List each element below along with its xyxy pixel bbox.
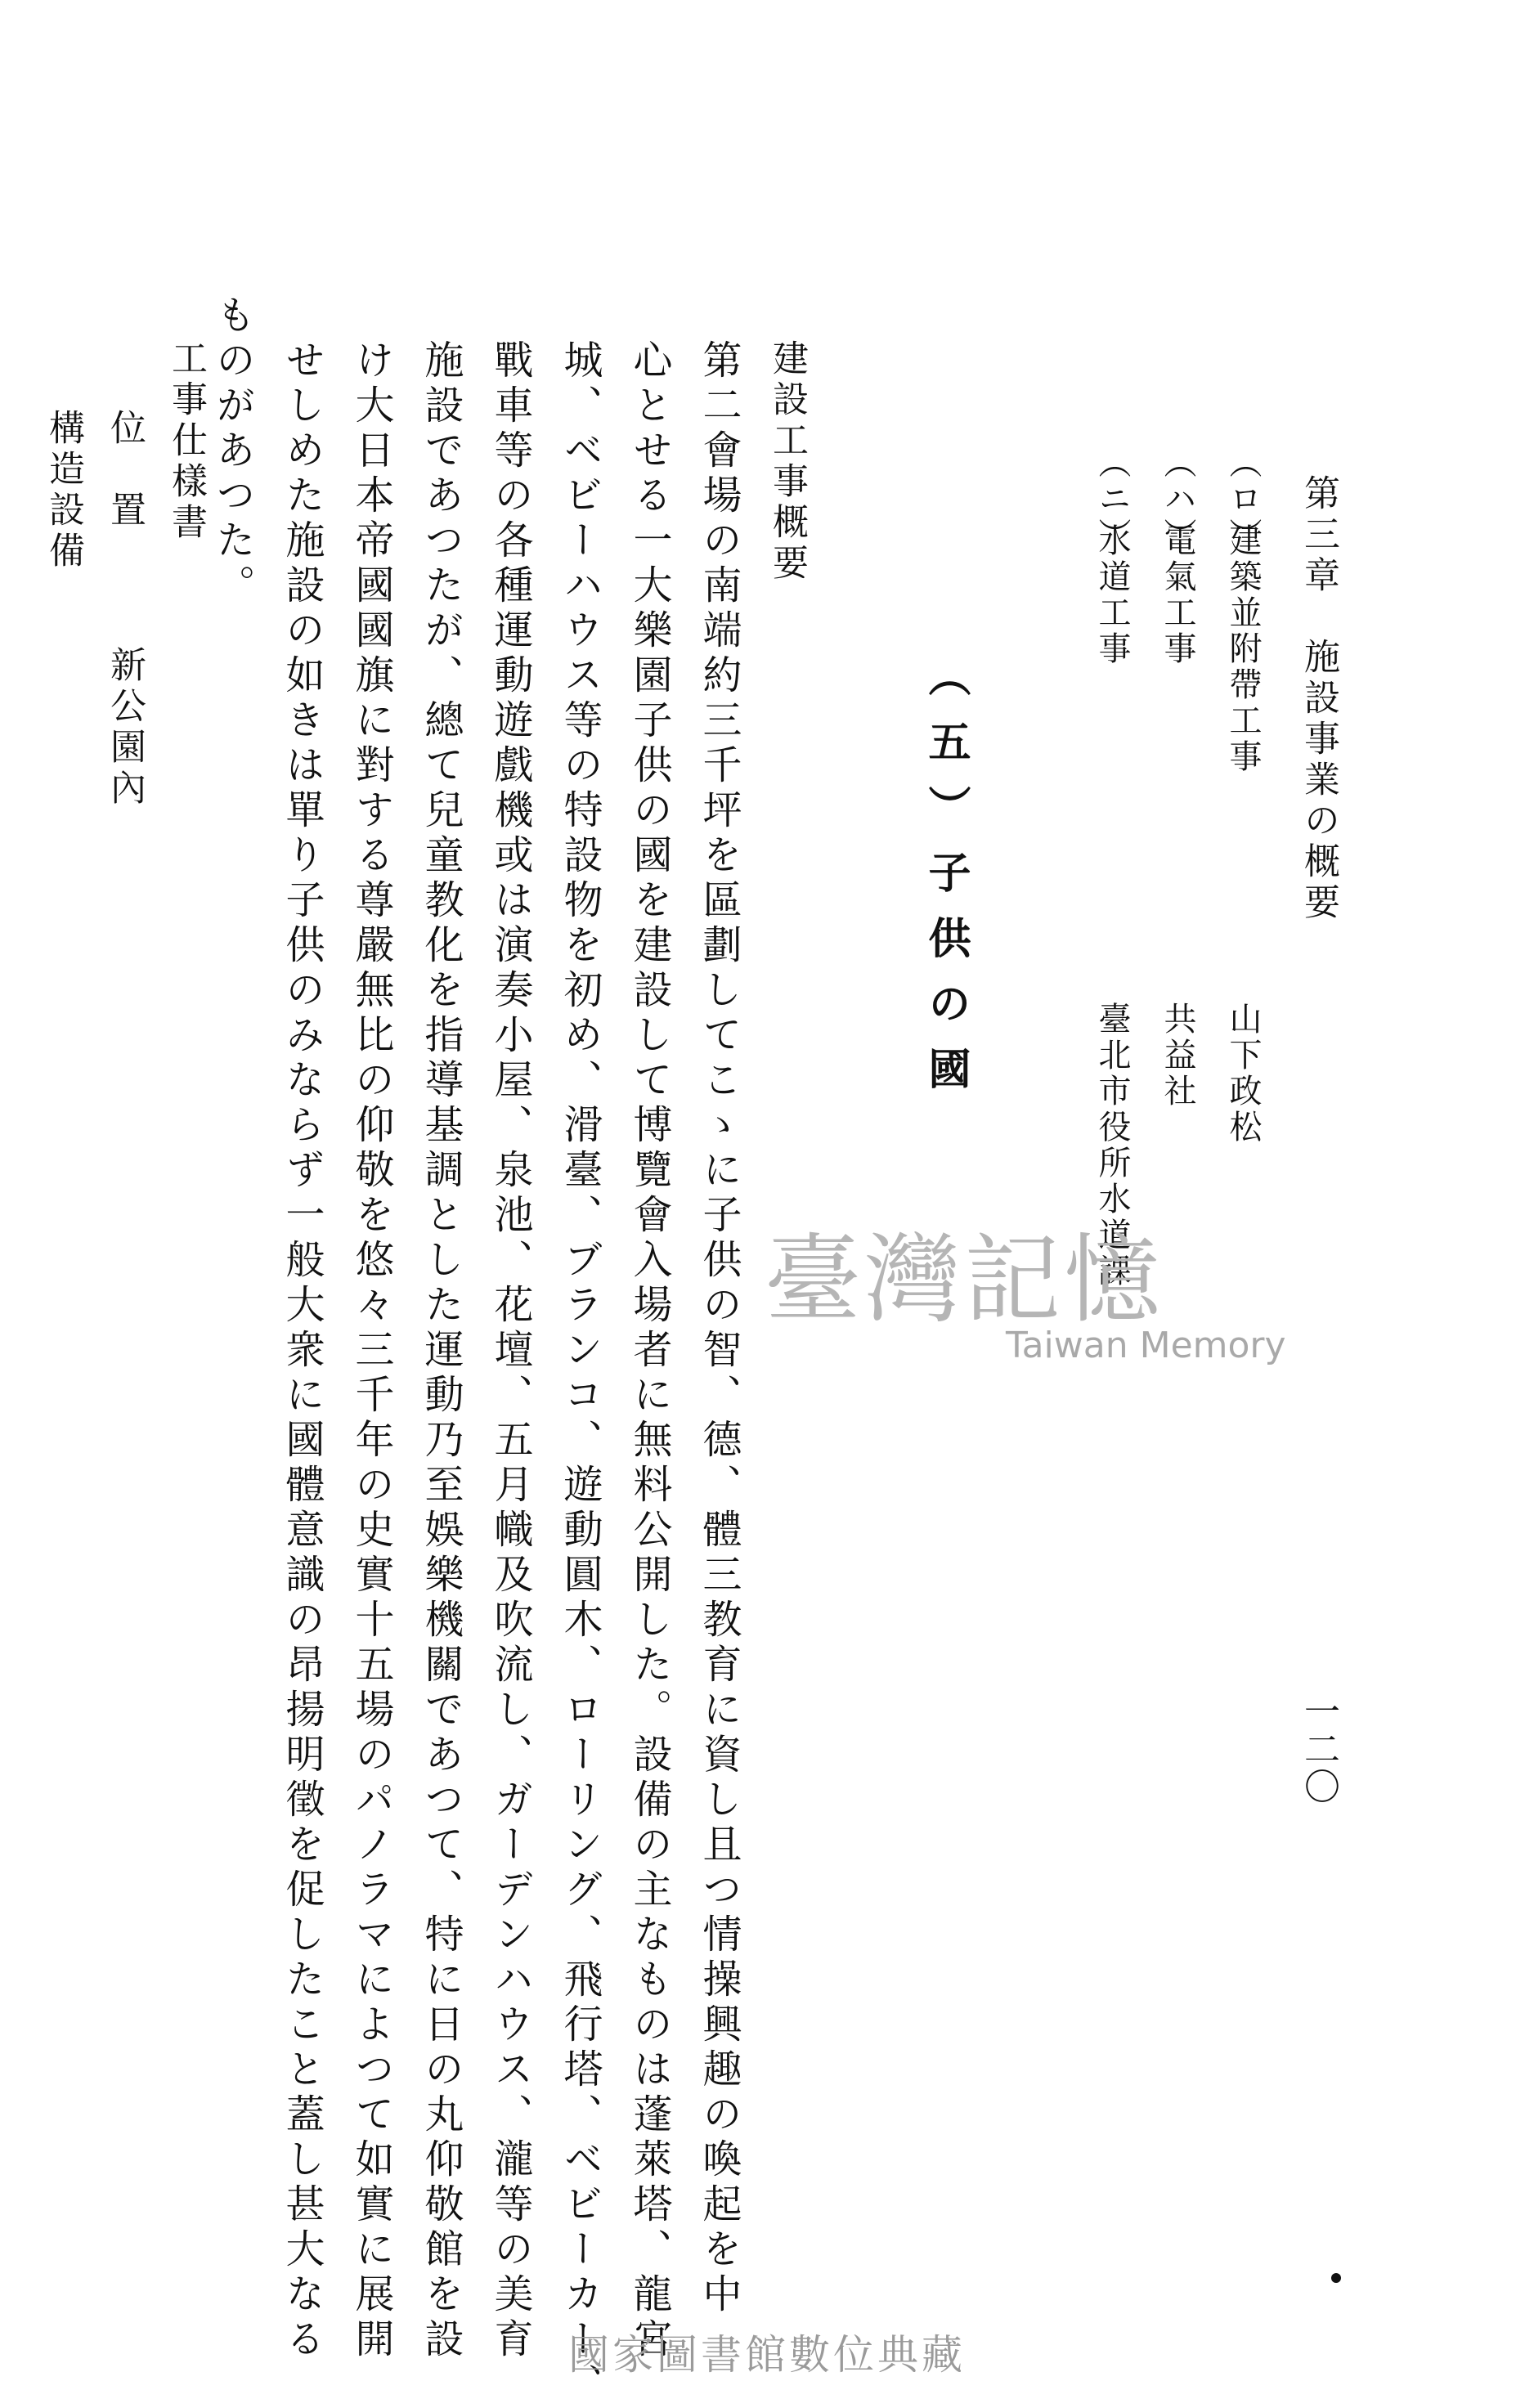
overview-line-7: せしめた施設の如きは單り子供のみならず一般大衆に國體意識の昂揚明徵を促したこと蓋し甚大なる xyxy=(279,339,325,2363)
overview-heading: 建設工事概要 xyxy=(766,339,808,585)
contractor-mark-ha: （ハ） xyxy=(1159,446,1196,554)
location-label: 位 置 xyxy=(104,409,146,531)
overview-line-5: 施設であつたが、總て兒童教化を指導基調とした運動乃至娛樂機關であつて、特に日の丸仰敬館を設 xyxy=(418,339,464,2363)
overview-line-1: 第二會場の南端約三千坪を區劃してこゝに子供の智、德、體三教育に資し且つ情操興趣の喚起を中 xyxy=(696,339,742,2318)
contractor-name-ni: 臺北市役所水道課 xyxy=(1093,1002,1131,1289)
contractor-name-ro: 山下政松 xyxy=(1224,1002,1262,1146)
print-speck xyxy=(1331,2273,1341,2283)
overview-line-2: 心とせる一大樂園子供の國を建設して博覽會入場者に無料公開した。設備の主なものは蓬萊塔、龍宮 xyxy=(626,339,672,2363)
contractor-mark-ro: （ロ） xyxy=(1224,446,1262,554)
library-footer: 國家圖書館數位典藏 xyxy=(568,2331,966,2379)
contractor-work-ni: 水道工事 xyxy=(1093,523,1131,667)
contractor-mark-ni: （ニ） xyxy=(1093,446,1131,554)
specs-heading: 工事仕樣書 xyxy=(165,339,207,544)
location-value: 新公園內 xyxy=(104,646,146,809)
overview-line-8: ものがあつた。 xyxy=(209,294,255,609)
watermark-english: Taiwan Memory xyxy=(1006,1325,1286,1366)
overview-line-4: 戰車等の各種運動遊戲機或は演奏小屋、泉池、花壇、五月幟及吹流し、ガーデンハウス、瀧等の美育 xyxy=(487,339,533,2363)
contractor-work-ro: 建築並附帶工事 xyxy=(1224,523,1262,775)
contractor-work-ha: 電氣工事 xyxy=(1159,523,1196,667)
section-title: （五）子供の國 xyxy=(921,654,971,1112)
chapter-heading: 第三章 施設事業の概要 xyxy=(1298,474,1339,924)
structure-label: 構造設備 xyxy=(43,409,84,572)
overview-line-6: け大日本帝國國旗に對する尊嚴無比の仰敬を悠々三千年の史實十五場のパノラマによつて如實に展開 xyxy=(348,339,394,2363)
watermark-chinese: 臺灣記憶 xyxy=(765,1223,1164,1336)
contractor-name-ha: 共益社 xyxy=(1159,1002,1196,1110)
overview-line-3: 城、ベビーハウス等の特設物を初め、滑臺、ブランコ、遊動圓木、ローリング、飛行塔、ベビーカー、 xyxy=(557,339,603,2408)
page-number: 一二〇 xyxy=(1298,1693,1339,1805)
